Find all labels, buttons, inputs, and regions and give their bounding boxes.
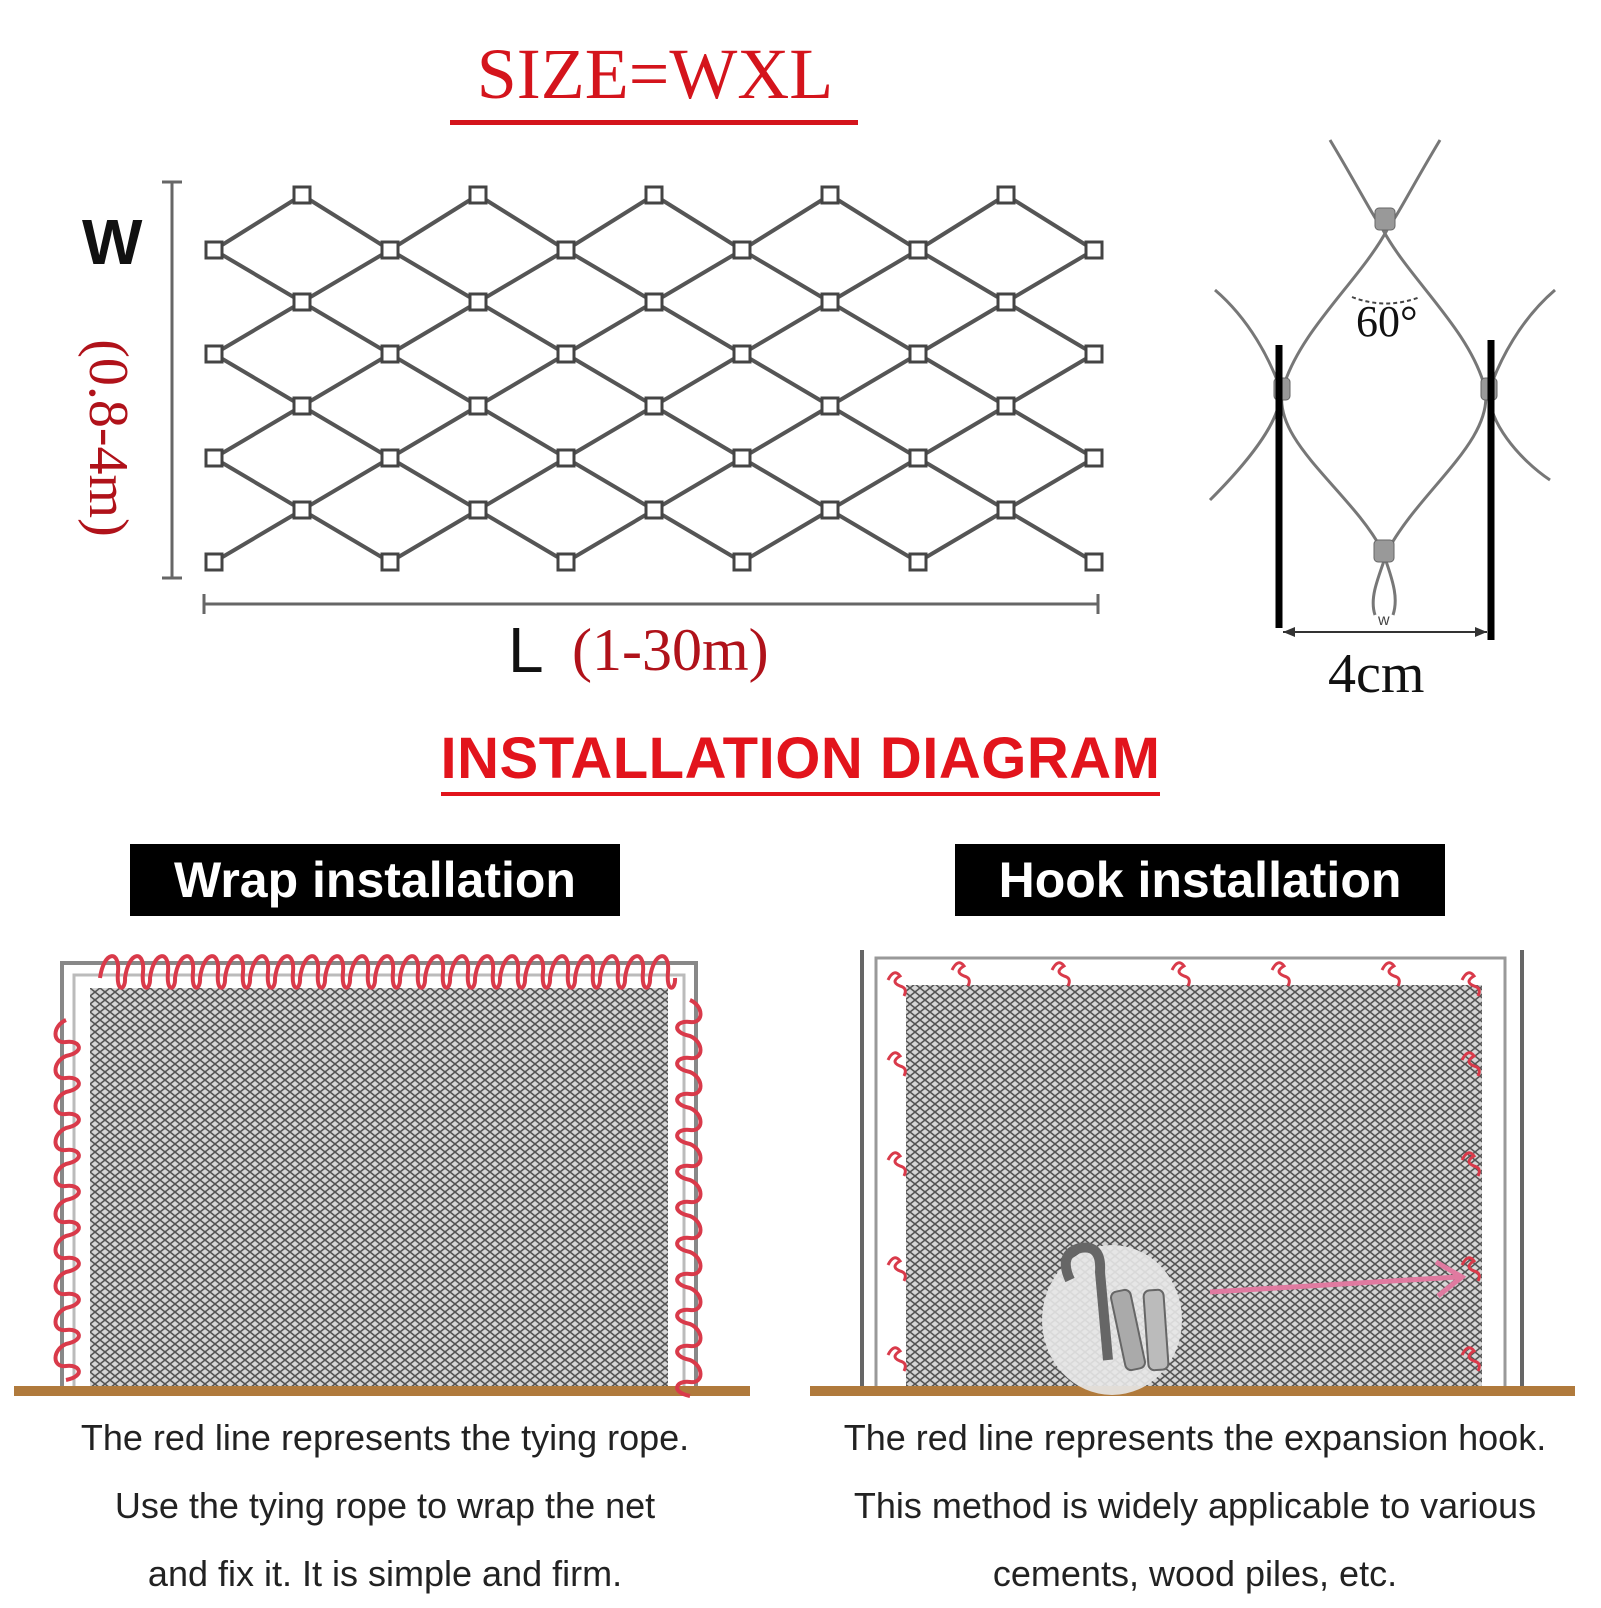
hook-mark bbox=[1272, 963, 1289, 986]
spacing-label: 4cm bbox=[1328, 643, 1425, 705]
wrap-ground bbox=[14, 1386, 750, 1396]
hook-caption-line-2: This method is widely applicable to various bbox=[853, 1485, 1537, 1526]
hook-caption-line-3: cements, wood piles, etc. bbox=[992, 1553, 1398, 1594]
hook-mark bbox=[888, 1348, 905, 1371]
hook-net bbox=[906, 985, 1482, 1387]
size-title: SIZE=WXL bbox=[476, 34, 834, 114]
width-letter: W bbox=[82, 206, 143, 278]
hook-mark bbox=[1172, 963, 1189, 986]
wrap-installation-label: Wrap installation bbox=[130, 844, 620, 916]
wrap-caption-line-1: The red line represents the tying rope. bbox=[80, 1417, 690, 1458]
w-mark: w bbox=[1378, 612, 1390, 629]
hook-mark bbox=[888, 1153, 905, 1176]
length-range: (1-30m) bbox=[572, 617, 769, 683]
length-letter: L bbox=[508, 614, 544, 686]
hook-installation-label: Hook installation bbox=[955, 844, 1445, 916]
angle-label: 60° bbox=[1356, 297, 1418, 346]
hook-ground bbox=[810, 1386, 1575, 1396]
hook-mark bbox=[952, 963, 969, 986]
wrap-caption bbox=[20, 1404, 750, 1608]
wrap-caption-line-3: and fix it. It is simple and firm. bbox=[147, 1553, 623, 1594]
hook-mark bbox=[888, 1053, 905, 1076]
expansion-hook-icon bbox=[1042, 1245, 1182, 1395]
width-range: (0.8-4m) bbox=[77, 339, 139, 537]
hook-mark bbox=[1382, 963, 1399, 986]
wrap-caption-line-2: Use the tying rope to wrap the net bbox=[114, 1485, 656, 1526]
rope-segment bbox=[100, 956, 675, 988]
installation-title: INSTALLATION DIAGRAM bbox=[441, 730, 1161, 796]
hook-mark bbox=[1052, 963, 1069, 986]
wrap-net bbox=[90, 988, 668, 1386]
hook-mark bbox=[888, 1258, 905, 1281]
hook-caption-line-1: The red line represents the expansion hook. bbox=[843, 1417, 1547, 1458]
hook-caption bbox=[800, 1404, 1590, 1608]
hook-mark bbox=[888, 973, 905, 996]
